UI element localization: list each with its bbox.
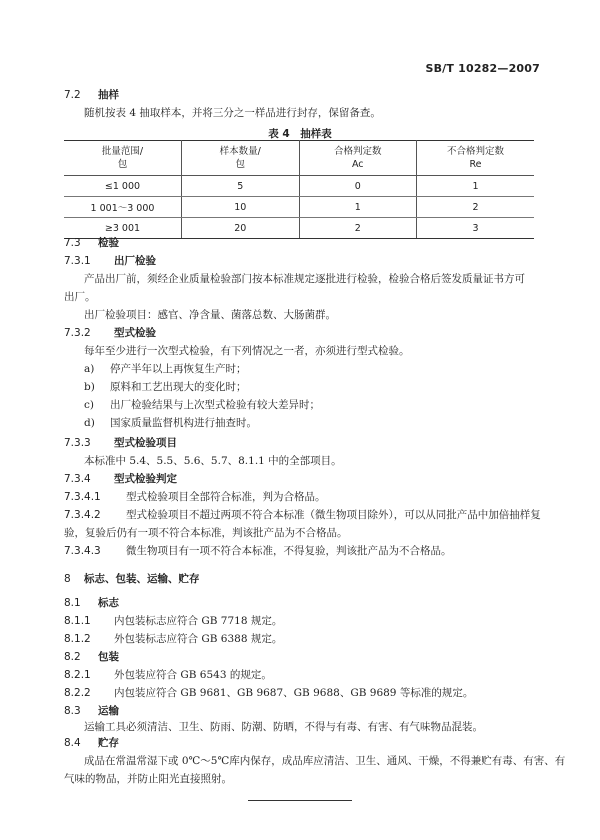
cell-batch-range: ≥3 001 xyxy=(64,218,182,239)
section-7-3-heading xyxy=(64,236,600,250)
header-reject-number: 不合格判定数 Re xyxy=(417,141,535,176)
section-8-heading xyxy=(64,572,600,586)
cell-reject: 3 xyxy=(417,218,535,239)
section-number: 7.3.4 xyxy=(64,473,91,485)
table-row xyxy=(64,176,534,197)
cell-sample-size: 5 xyxy=(182,176,300,197)
header-accept-number: 合格判定数 Ac xyxy=(299,141,417,176)
cell-sample-size: 20 xyxy=(182,218,300,239)
section-7-3-1-text-line1: 产品出厂前，须经企业质量检验部门按本标准规定逐批进行检验，检验合格后签发质量证书方可 xyxy=(84,273,525,285)
list-item: d) 国家质量监督机构进行抽查时。 xyxy=(84,417,257,429)
section-8-2-1: 8.2.1 外包装应符合 GB 6543 的规定。 xyxy=(64,669,272,681)
section-7-3-3-heading xyxy=(64,436,600,450)
section-number: 8.4 xyxy=(64,737,81,749)
table-header-row xyxy=(64,141,534,176)
section-title: 型式检验项目 xyxy=(114,437,177,449)
section-7-3-4-1: 7.3.4.1 型式检验项目全部符合标准，判为合格品。 xyxy=(64,491,326,503)
header-batch-range: 批量范围/ 包 xyxy=(64,141,182,176)
section-7-3-4-2-line2: 验，复验后仍有一项不符合本标准，判该批产品为不合格品。 xyxy=(64,527,348,539)
sampling-table xyxy=(64,140,534,239)
cell-accept: 1 xyxy=(299,197,417,218)
section-8-2-heading xyxy=(64,650,600,664)
section-8-3-text: 运输工具必须清洁、卫生、防雨、防潮、防晒，不得与有毒、有害、有气味物品混装。 xyxy=(84,721,483,733)
section-title: 抽样 xyxy=(98,89,119,101)
cell-reject: 2 xyxy=(417,197,535,218)
section-number: 7.3.3 xyxy=(64,437,91,449)
section-8-4-heading xyxy=(64,736,600,750)
table-title: 表 4 抽样表 xyxy=(268,128,332,140)
section-number: 7.3.1 xyxy=(64,255,91,267)
list-item: a) 停产半年以上再恢复生产时； xyxy=(84,363,247,375)
section-8-1-2: 8.1.2 外包装标志应符合 GB 6388 规定。 xyxy=(64,633,283,645)
list-item: c) 出厂检验结果与上次型式检验有较大差异时； xyxy=(84,399,320,411)
section-7-3-4-2-line1: 7.3.4.2 型式检验项目不超过两项不符合本标准（微生物项目除外），可以从同批产品中加倍抽样复 xyxy=(64,509,541,521)
section-title: 型式检验 xyxy=(114,327,156,339)
section-8-4-text-line1: 成品在常温常湿下或 0℃～5℃库内保存，成品库应清洁、卫生、通风、干燥，不得兼贮有毒、有害、有 xyxy=(84,755,566,767)
section-number: 8.3 xyxy=(64,705,81,717)
section-8-2-2: 8.2.2 内包装应符合 GB 9681、GB 9687、GB 9688、GB 9689 等标准的规定。 xyxy=(64,687,474,699)
section-7-3-1-items: 出厂检验项目：感官、净含量、菌落总数、大肠菌群。 xyxy=(84,309,336,321)
section-title: 标志、包装、运输、贮存 xyxy=(84,573,200,585)
standard-code: SB/T 10282—2007 xyxy=(425,62,540,75)
header-sample-size: 样本数量/ 包 xyxy=(182,141,300,176)
section-number: 8.1 xyxy=(64,597,81,609)
table-row xyxy=(64,197,534,218)
section-7-2-text: 随机按表 4 抽取样本，并将三分之一样品进行封存，保留备查。 xyxy=(84,107,381,119)
section-number: 7.3 xyxy=(64,237,81,249)
section-8-3-heading xyxy=(64,704,600,718)
section-7-3-4-heading xyxy=(64,472,600,486)
section-title: 出厂检验 xyxy=(114,255,156,267)
cell-batch-range: ≤1 000 xyxy=(64,176,182,197)
cell-sample-size: 10 xyxy=(182,197,300,218)
section-7-3-1-heading xyxy=(64,254,600,268)
section-7-2-heading xyxy=(64,88,600,102)
section-7-3-2-text: 每年至少进行一次型式检验，有下列情况之一者，亦须进行型式检验。 xyxy=(84,345,410,357)
section-title: 标志 xyxy=(98,597,119,609)
section-title: 型式检验判定 xyxy=(114,473,177,485)
end-rule xyxy=(248,800,352,801)
section-8-1-1: 8.1.1 内包装标志应符合 GB 7718 规定。 xyxy=(64,615,283,627)
cell-batch-range: 1 001～3 000 xyxy=(64,197,182,218)
section-8-4-text-line2: 气味的物品，并防止阳光直接照射。 xyxy=(64,773,232,785)
section-title: 包装 xyxy=(98,651,119,663)
section-number: 8 xyxy=(64,573,71,585)
section-title: 检验 xyxy=(98,237,119,249)
cell-accept: 0 xyxy=(299,176,417,197)
section-7-3-2-heading xyxy=(64,326,600,340)
section-8-1-heading xyxy=(64,596,600,610)
cell-reject: 1 xyxy=(417,176,535,197)
list-item: b) 原料和工艺出现大的变化时； xyxy=(84,381,247,393)
section-number: 7.3.2 xyxy=(64,327,91,339)
cell-accept: 2 xyxy=(299,218,417,239)
section-title: 贮存 xyxy=(98,737,119,749)
section-7-3-3-text: 本标准中 5.4、5.5、5.6、5.7、8.1.1 中的全部项目。 xyxy=(84,455,342,467)
section-title: 运输 xyxy=(98,705,119,717)
section-number: 8.2 xyxy=(64,651,81,663)
section-7-3-1-text-line2: 出厂。 xyxy=(64,291,96,303)
section-number: 7.2 xyxy=(64,89,81,101)
section-7-3-4-3: 7.3.4.3 微生物项目有一项不符合本标准，不得复验，判该批产品为不合格品。 xyxy=(64,545,452,557)
